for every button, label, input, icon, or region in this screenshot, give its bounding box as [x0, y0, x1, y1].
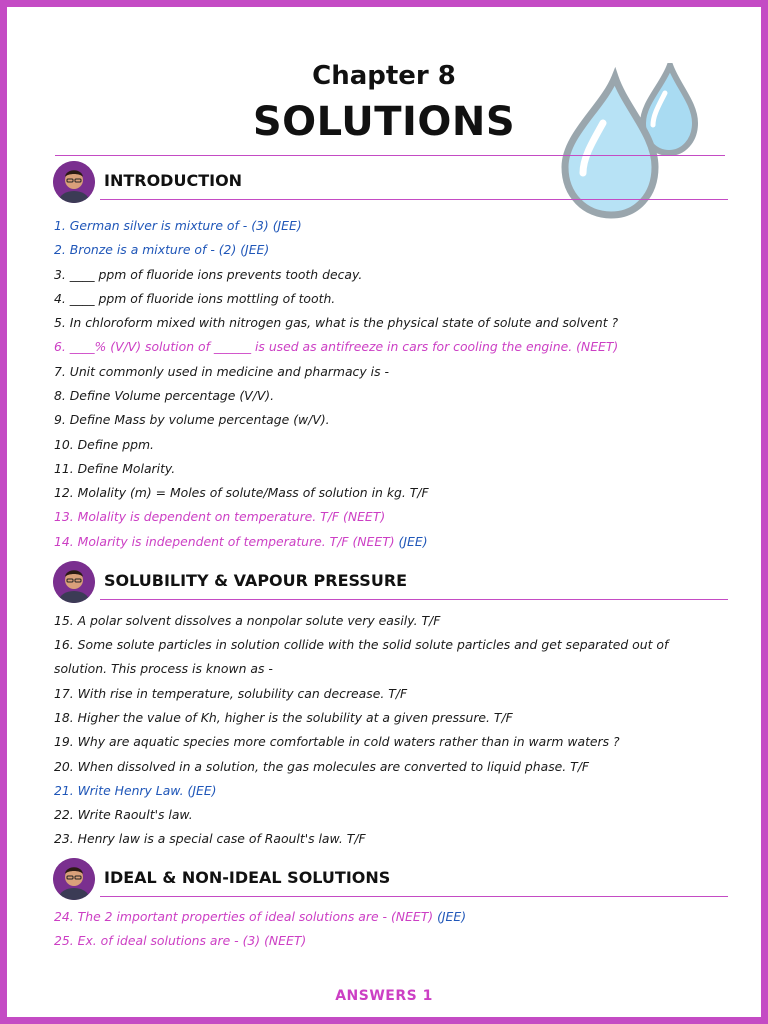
avatar [53, 561, 95, 603]
question-20: 20. When dissolved in a solution, the gas molecules are converted to liquid phase. T/F [54, 759, 590, 774]
section-divider [100, 896, 728, 897]
question-19: 19. Why are aquatic species more comfortable in cold waters rather than in warm waters ? [54, 734, 620, 749]
question-14-text: 14. Molarity is independent of temperature. T/F (NEET) [54, 534, 395, 549]
chapter-title: SOLUTIONS [252, 99, 516, 145]
section-title: SOLUBILITY & VAPOUR PRESSURE [104, 571, 408, 590]
question-16: 16. Some solute particles in solution collide with the solid solute particles and get separated out of solution. This process is known as - [54, 637, 669, 677]
question-2: 2. Bronze is a mixture of - (2) (JEE) [54, 242, 270, 257]
question-11: 11. Define Molarity. [54, 461, 176, 476]
section-header-introduction [53, 161, 728, 205]
question-25: 25. Ex. of ideal solutions are - (3) (NEET) [54, 933, 307, 948]
avatar [53, 858, 95, 900]
question-7: 7. Unit commonly used in medicine and pharmacy is - [54, 364, 389, 379]
header-divider [55, 155, 725, 156]
question-13: 13. Molality is dependent on temperature. T/F (NEET) [54, 509, 386, 524]
question-21: 21. Write Henry Law. (JEE) [54, 783, 217, 798]
section-header-solubility [53, 561, 728, 605]
answers-footer-label: ANSWERS 1 [335, 988, 433, 1004]
question-17: 17. With rise in temperature, solubility can decrease. T/F [54, 686, 408, 701]
chapter-label: Chapter 8 [312, 61, 456, 91]
question-6: 6. ____% (V/V) solution of ______ is used as antifreeze in cars for cooling the engine. (NEET) [54, 339, 619, 354]
question-14-exam-tag: (JEE) [394, 534, 428, 549]
question-22: 22. Write Raoult's law. [54, 807, 193, 822]
avatar [53, 161, 95, 203]
question-15: 15. A polar solvent dissolves a nonpolar solute very easily. T/F [54, 613, 441, 628]
question-8: 8. Define Volume percentage (V/V). [54, 388, 275, 403]
question-24 [54, 905, 734, 929]
question-9: 9. Define Mass by volume percentage (w/V). [54, 412, 330, 427]
section-title: INTRODUCTION [104, 171, 243, 190]
question-18: 18. Higher the value of Kh, higher is the solubility at a given pressure. T/F [54, 710, 513, 725]
question-5: 5. In chloroform mixed with nitrogen gas, what is the physical state of solute and solvent ? [54, 315, 619, 330]
section-header-ideal-solutions [53, 858, 728, 902]
question-1: 1. German silver is mixture of - (3) (JEE) [54, 218, 302, 233]
question-23: 23. Henry law is a special case of Raoult's law. T/F [54, 831, 366, 846]
section-divider [100, 599, 728, 600]
section-title: IDEAL & NON-IDEAL SOLUTIONS [104, 868, 391, 887]
question-12: 12. Molality (m) = Moles of solute/Mass of solution in kg. T/F [54, 485, 429, 500]
question-14 [54, 530, 734, 554]
question-3: 3. ____ ppm of fluoride ions prevents tooth decay. [54, 267, 363, 282]
question-24-exam-tag: (JEE) [433, 909, 467, 924]
section-divider [100, 199, 728, 200]
question-10: 10. Define ppm. [54, 437, 154, 452]
question-4: 4. ____ ppm of fluoride ions mottling of tooth. [54, 291, 336, 306]
question-24-text: 24. The 2 important properties of ideal solutions are - (NEET) [54, 909, 434, 924]
